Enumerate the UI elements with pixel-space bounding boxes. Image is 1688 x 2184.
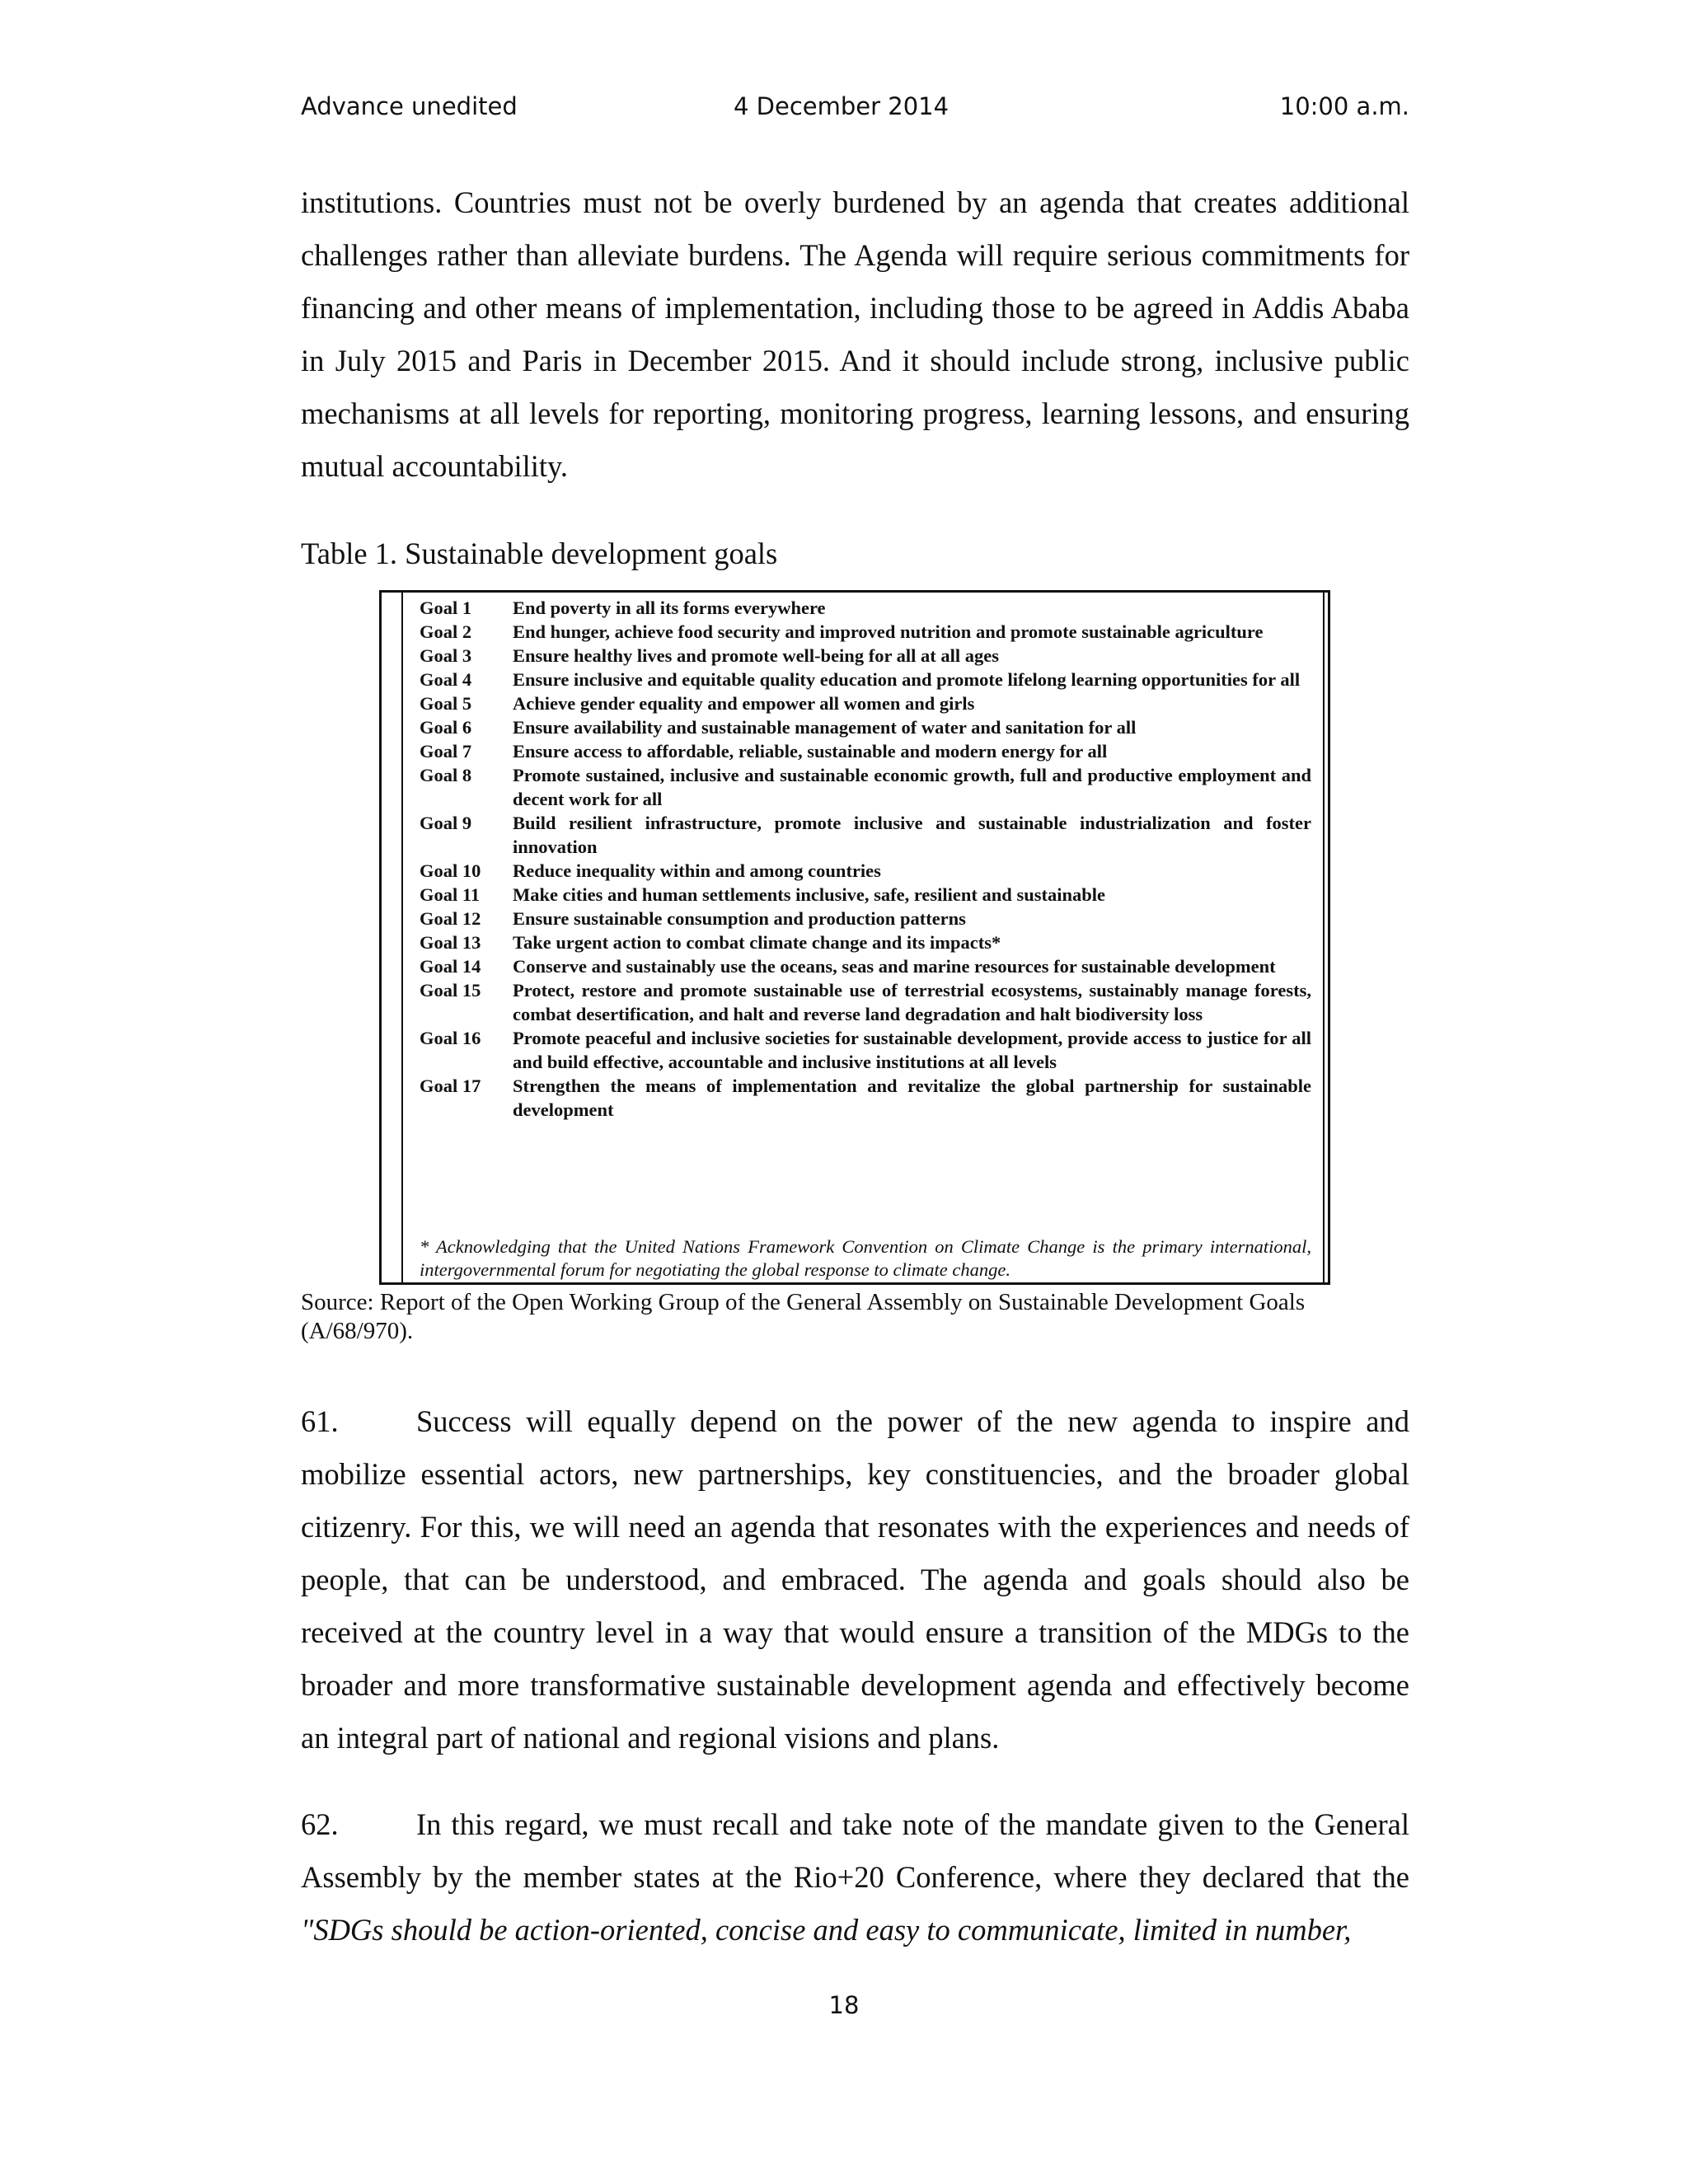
goal-text: Protect, restore and promote sustainable use of terrestrial ecosystems, sustainably manage forests, combat desertification, and halt and reverse land degradation and halt biodiversity loss (513, 980, 1311, 1024)
goal-row (420, 644, 1311, 668)
goal-text: Build resilient infrastructure, promote inclusive and sustainable industrialization and foster innovation (513, 813, 1311, 857)
goal-row (420, 811, 1311, 859)
goal-row (420, 954, 1311, 978)
paragraph-number: 61. (301, 1404, 339, 1438)
paragraph-text: Success will equally depend on the power of the new agenda to inspire and mobilize essential actors, new partnerships, key constituencies, and the broader global citizenry. For this, we will need an agenda that resonates with the experiences and needs of people, that can be understood, and embraced. The agenda and goals should also be received at the country level in a way that would ensure a transition of the MDGs to the broader and more transformative sustainable development agenda and effectively become an integral part of national and regional visions and plans. (301, 1404, 1409, 1755)
paragraph-text: In this regard, we must recall and take note of the mandate given to the General Assembly by the member states at the Rio+20 Conference, where they declared that the (301, 1807, 1409, 1894)
header-time: 10:00 a.m. (1279, 92, 1409, 120)
goal-label: Goal 14 (420, 956, 481, 977)
goal-row (420, 763, 1311, 811)
goals-table (379, 590, 1330, 1285)
goal-text: Reduce inequality within and among countries (513, 860, 881, 881)
page-number: 18 (828, 1991, 860, 2019)
goal-label: Goal 8 (420, 765, 472, 785)
goal-label: Goal 7 (420, 741, 472, 762)
goal-row (420, 1074, 1311, 1122)
goal-label: Goal 17 (420, 1076, 481, 1096)
table-source: Source: Report of the Open Working Group of the General Assembly on Sustainable Development Goals (A/68/970). (301, 1289, 1306, 1344)
goal-text: Ensure inclusive and equitable quality education and promote lifelong learning opportunities for all (513, 669, 1301, 690)
goal-text: Strengthen the means of implementation and revitalize the global partnership for sustainable development (513, 1076, 1311, 1120)
goal-label: Goal 1 (420, 598, 472, 618)
goal-row (420, 691, 1311, 715)
goal-text: Ensure availability and sustainable management of water and sanitation for all (513, 717, 1137, 738)
goal-label: Goal 3 (420, 645, 472, 666)
goal-text: Promote peaceful and inclusive societies for sustainable development, provide access to justice for all and build effective, accountable and inclusive institutions at all levels (513, 1028, 1311, 1072)
goal-row (420, 620, 1311, 644)
header-status: Advance unedited (301, 92, 518, 120)
goal-row (420, 739, 1311, 763)
page-header (301, 92, 1409, 130)
goal-label: Goal 15 (420, 980, 481, 1001)
goal-label: Goal 9 (420, 813, 472, 833)
goal-label: Goal 10 (420, 860, 481, 881)
goal-label: Goal 12 (420, 908, 481, 929)
goal-text: Ensure access to affordable, reliable, sustainable and modern energy for all (513, 741, 1108, 762)
goal-text: End hunger, achieve food security and improved nutrition and promote sustainable agriculture (513, 621, 1264, 642)
goal-label: Goal 6 (420, 717, 472, 738)
goals-list (420, 596, 1311, 1122)
goal-label: Goal 16 (420, 1028, 481, 1048)
goal-text: Achieve gender equality and empower all women and girls (513, 693, 975, 714)
rio-quote: "SDGs should be action-oriented, concise and easy to communicate, limited in number, (301, 1913, 1352, 1947)
goal-label: Goal 5 (420, 693, 472, 714)
table-footnote: * Acknowledging that the United Nations Framework Convention on Climate Change is the primary international, intergovernmental forum for negotiating the global response to climate change. (420, 1236, 1311, 1280)
goal-label: Goal 2 (420, 621, 472, 642)
goal-row (420, 668, 1311, 691)
goal-row (420, 930, 1311, 954)
goal-row (420, 907, 1311, 930)
goal-row (420, 1026, 1311, 1074)
goal-row (420, 859, 1311, 883)
goal-row (420, 978, 1311, 1026)
goal-label: Goal 13 (420, 932, 481, 953)
goal-text: End poverty in all its forms everywhere (513, 598, 826, 618)
goal-text: Take urgent action to combat climate change and its impacts* (513, 932, 1001, 953)
goal-text: Make cities and human settlements inclusive, safe, resilient and sustainable (513, 884, 1105, 905)
goal-text: Promote sustained, inclusive and sustainable economic growth, full and productive employment and decent work for all (513, 765, 1311, 809)
paragraph-number: 62. (301, 1807, 339, 1841)
goal-label: Goal 11 (420, 884, 481, 905)
goal-row (420, 596, 1311, 620)
goal-label: Goal 4 (420, 669, 472, 690)
goal-row (420, 883, 1311, 907)
goal-text: Conserve and sustainably use the oceans, seas and marine resources for sustainable development (513, 956, 1276, 977)
goal-row (420, 715, 1311, 739)
goal-text: Ensure healthy lives and promote well-being for all at all ages (513, 645, 1000, 666)
header-date: 4 December 2014 (734, 92, 950, 120)
table-caption: Table 1. Sustainable development goals (301, 537, 778, 570)
intro-paragraph: institutions. Countries must not be overly burdened by an agenda that creates additional challenges rather than alleviate burdens. The Agenda will require serious commitments for financing and other means of implementation, including those to be agreed in Addis Ababa in July 2015 and Paris in December 2015. And it should include strong, inclusive public mechanisms at all levels for reporting, monitoring progress, learning lessons, and ensuring mutual accountability. (301, 185, 1409, 483)
paragraph-61 (301, 1395, 1409, 1765)
goal-text: Ensure sustainable consumption and production patterns (513, 908, 966, 929)
paragraph-62 (301, 1798, 1409, 1957)
